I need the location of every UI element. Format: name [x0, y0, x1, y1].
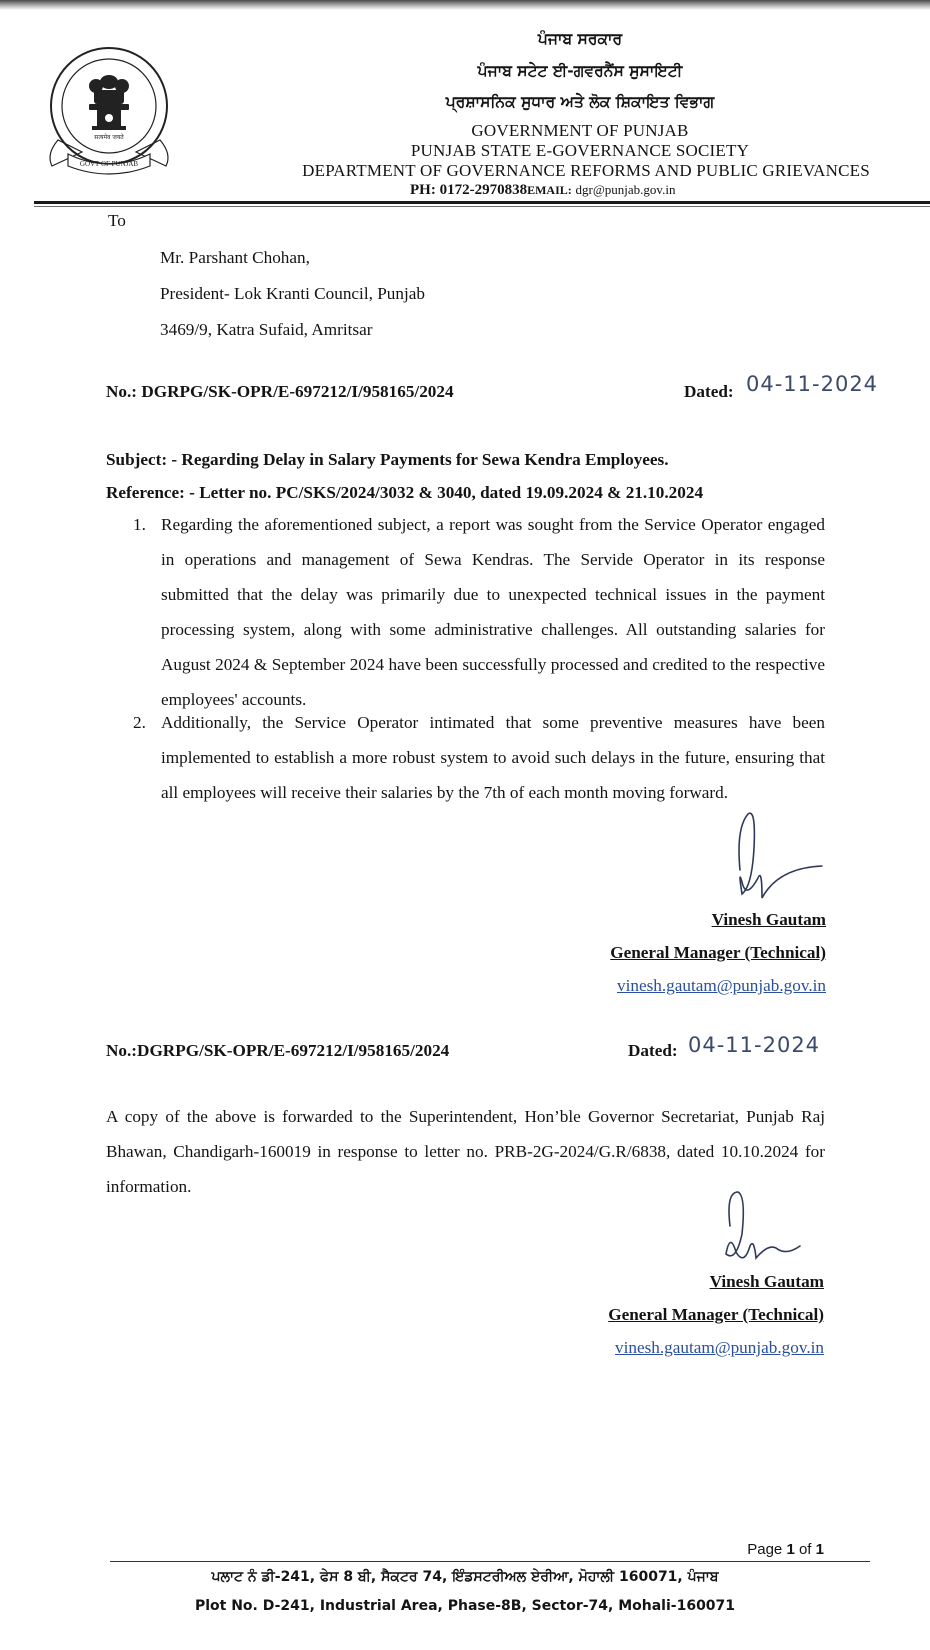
footer-english-address: Plot No. D-241, Industrial Area, Phase-8B, Sector-74, Mohali-160071	[194, 1598, 736, 1614]
scan-top-edge	[0, 0, 930, 10]
recipient-address: 3469/9, Katra Sufaid, Amritsar	[160, 320, 373, 339]
copy-signatory-title: General Manager (Technical)	[608, 1305, 824, 1324]
point-paragraph: Regarding the aforementioned subject, a report was sought from the Service Operator engaged in operations and management of Sewa Kendras. The Servide Operator in its response submitted that the delay was primarily due to unexpected technical issues in the payment processing system, along with some administrative challenges. All outstanding salaries for August 2024 & September 2024 have been successfully processed and credited to the respective employees' accounts.	[161, 515, 825, 709]
copy-handwritten-date: 04-11-2024	[688, 1033, 821, 1057]
phone-label: PH:	[410, 182, 436, 198]
header-divider	[34, 201, 930, 204]
point-number: 1.	[133, 515, 146, 534]
header-english-society: PUNJAB STATE E-GOVERNANCE SOCIETY	[410, 141, 750, 160]
signatory-name: Vinesh Gautam	[711, 910, 826, 929]
signature-image	[728, 808, 828, 908]
header-english-department: DEPARTMENT OF GOVERNANCE REFORMS AND PUBLIC GRIEVANCES	[302, 161, 870, 180]
header-english-government: GOVERNMENT OF PUNJAB	[471, 121, 689, 140]
recipient-designation: President- Lok Kranti Council, Punjab	[160, 284, 425, 303]
header-contact	[410, 182, 850, 199]
header-punjabi-department: ਪ੍ਰਸ਼ਾਸਨਿਕ ਸੁਧਾਰ ਅਤੇ ਲੋਕ ਸ਼ਿਕਾਇਤ ਵਿਭਾਗ	[445, 93, 715, 111]
signatory-email-link[interactable]: vinesh.gautam@punjab.gov.in	[617, 976, 826, 995]
copy-signatory-email-link[interactable]: vinesh.gautam@punjab.gov.in	[615, 1338, 824, 1357]
point-paragraph: Additionally, the Service Operator intimated that some preventive measures have been implemented to establish a more robust system to avoid such delays in the future, ensuring that all employees will receive their salaries by the 7th of each month moving forward.	[161, 713, 825, 802]
signatory-title: General Manager (Technical)	[610, 943, 826, 962]
header-divider-thin	[34, 206, 930, 207]
handwritten-date: 04-11-2024	[746, 372, 879, 396]
phone-number: 0172-2970838	[439, 182, 528, 198]
to-label: To	[108, 211, 126, 230]
copy-dated-label: Dated:	[628, 1041, 678, 1060]
dated-label: Dated:	[684, 382, 734, 401]
recipient-name: Mr. Parshant Chohan,	[160, 248, 310, 267]
letter-reference-number: No.: DGRPG/SK-OPR/E-697212/I/958165/2024	[106, 382, 454, 401]
footer-divider	[110, 1561, 870, 1562]
copy-signatory-name: Vinesh Gautam	[709, 1272, 824, 1291]
copy-reference-number: No.:DGRPG/SK-OPR/E-697212/I/958165/2024	[106, 1041, 450, 1060]
footer-punjabi-address: ਪਲਾਟ ਨੰ ਡੀ-241, ਫੇਸ 8 ਬੀ, ਸੈਕਟਰ 74, ਇੰਡਸਟਰੀਅਲ ਏਰੀਆ, ਮੋਹਾਲੀ 160071, ਪੰਜਾਬ	[211, 1569, 719, 1585]
svg-text:GOVT OF PUNJAB: GOVT OF PUNJAB	[79, 160, 139, 168]
copy-forward-paragraph: A copy of the above is forwarded to the Superintendent, Hon’ble Governor Secretariat, Punjab Raj Bhawan, Chandigarh-160019 in response to letter no. PRB-2G-2024/G.R/6838, dated 10.10.2024 for information.	[106, 1107, 825, 1196]
punjab-government-emblem	[42, 42, 176, 176]
email-label: EMAIL:	[527, 183, 572, 197]
svg-text:सत्यमेव जयते: सत्यमेव जयते	[94, 134, 124, 141]
page-number: Page 1 of 1	[747, 1541, 824, 1558]
reference-line: Reference: - Letter no. PC/SKS/2024/3032 & 3040, dated 19.09.2024 & 21.10.2024	[106, 483, 704, 502]
header-punjabi-government: ਪੰਜਾਬ ਸਰਕਾਰ	[537, 30, 623, 48]
signature-image	[716, 1186, 812, 1270]
header-punjabi-society: ਪੰਜਾਬ ਸਟੇਟ ਈ-ਗਵਰਨੈਂਸ ਸੁਸਾਇਟੀ	[477, 62, 683, 80]
subject-line: Subject: - Regarding Delay in Salary Payments for Sewa Kendra Employees.	[106, 450, 669, 469]
header-email[interactable]: dgr@punjab.gov.in	[575, 182, 676, 197]
point-number: 2.	[133, 713, 146, 732]
